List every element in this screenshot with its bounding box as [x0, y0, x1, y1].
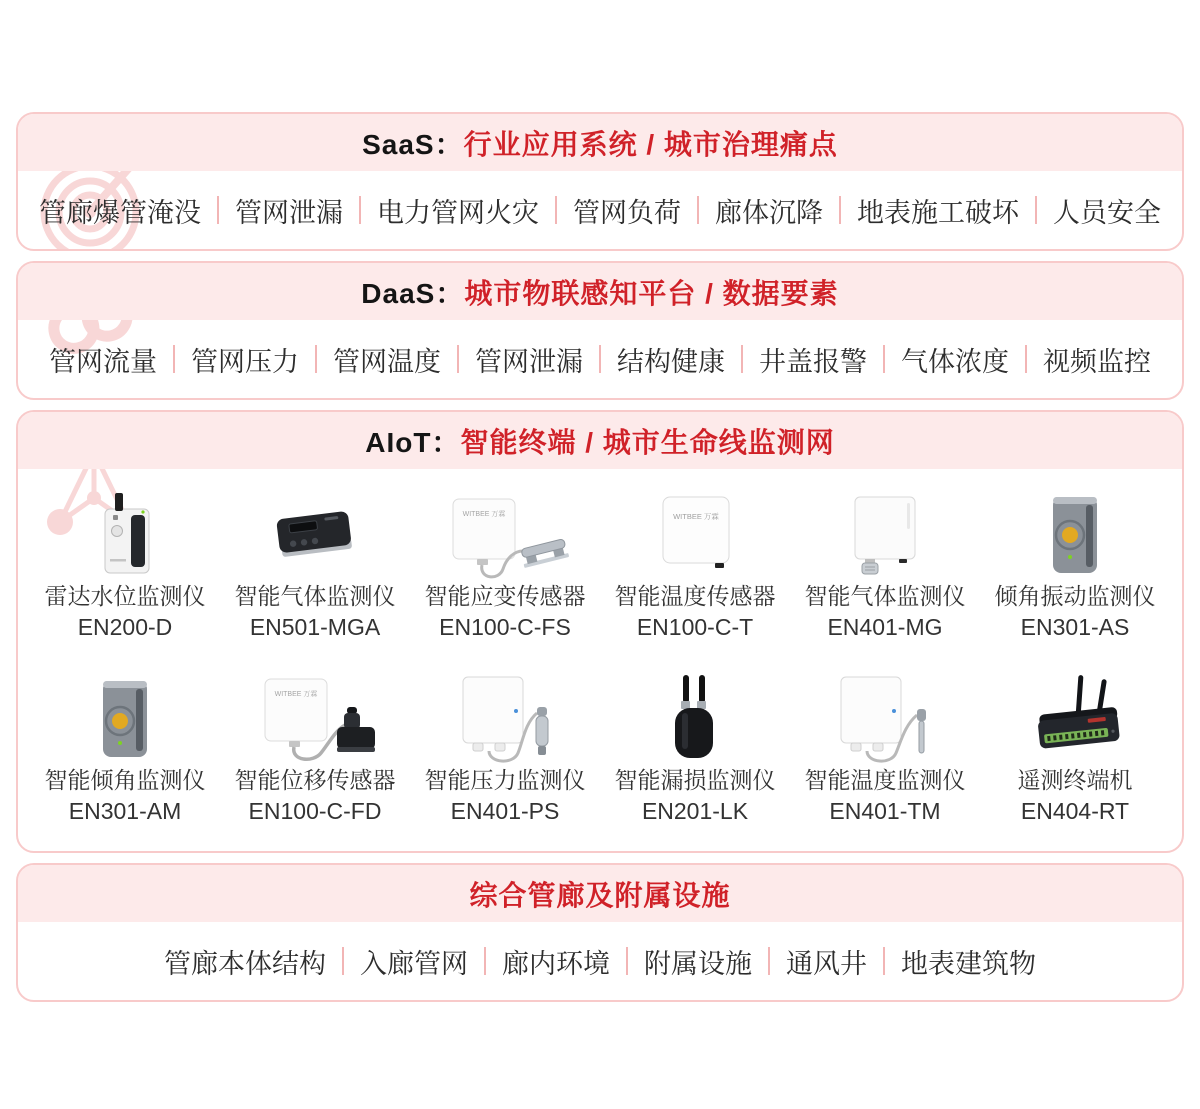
product-card: [30, 489, 220, 643]
product-model: EN401-MG: [827, 614, 943, 640]
item-divider: [555, 196, 557, 224]
saas-item: 管廊爆管淹没: [39, 197, 201, 228]
saas-item: 管网负荷: [573, 197, 681, 228]
product-name: 智能气体监测仪: [804, 583, 966, 609]
item-divider: [599, 345, 601, 373]
item-divider: [342, 947, 344, 975]
device-image-temperature-monitor: [799, 673, 971, 765]
brand-label: WITBEE 万霖: [274, 691, 318, 698]
brand-label: WITBEE 万霖: [673, 512, 719, 521]
gallery-item: 入廊管网: [360, 948, 468, 979]
aiot-title-text: 智能终端 / 城市生命线监测网: [460, 426, 835, 458]
product-card: [600, 489, 790, 643]
product-model: EN100-C-T: [636, 614, 754, 640]
item-divider: [173, 345, 175, 373]
product-name: 智能应变传感器: [424, 583, 586, 609]
aiot-title: [365, 421, 835, 461]
gallery-title-text: 综合管廊及附属设施: [469, 879, 731, 911]
product-card: [980, 673, 1170, 827]
product-name: 智能漏损监测仪: [614, 767, 776, 793]
product-model: EN100-C-FD: [248, 798, 382, 824]
device-image-displacement-sensor: [229, 673, 401, 765]
saas-header-band: [18, 114, 1182, 171]
daas-item: 结构健康: [617, 346, 725, 377]
device-image-strain-sensor: [419, 489, 591, 581]
product-name: 智能位移传感器: [234, 767, 396, 793]
product-name: 智能温度传感器: [614, 583, 776, 609]
gallery-item: 地表建筑物: [901, 948, 1036, 979]
item-divider: [359, 196, 361, 224]
gallery-header-band: [18, 865, 1182, 922]
saas-item: 电力管网火灾: [377, 197, 539, 228]
device-image-radar-water-level: [39, 489, 211, 581]
daas-item: 气体浓度: [901, 346, 1009, 377]
product-model: EN501-MGA: [249, 614, 381, 640]
device-image-pressure-monitor: [419, 673, 591, 765]
daas-item: 井盖报警: [759, 346, 867, 377]
product-model: EN301-AS: [1020, 614, 1130, 640]
device-image-tilt-monitor: [39, 673, 211, 765]
product-model: EN401-PS: [450, 798, 560, 824]
gallery-item: 通风井: [786, 948, 867, 979]
product-model: EN200-D: [77, 614, 173, 640]
item-divider: [697, 196, 699, 224]
daas-item: 管网温度: [333, 346, 441, 377]
daas-item: 管网流量: [49, 346, 157, 377]
device-image-leak-monitor: [609, 673, 781, 765]
item-divider: [741, 345, 743, 373]
device-image-telemetry-terminal: [989, 673, 1161, 765]
product-model: EN201-LK: [641, 798, 749, 824]
saas-title: [362, 123, 838, 163]
daas-item: 视频监控: [1043, 346, 1151, 377]
daas-header-band: [18, 263, 1182, 320]
product-name: 智能温度监测仪: [804, 767, 966, 793]
saas-item: 管网泄漏: [235, 197, 343, 228]
gallery-item: 管廊本体结构: [164, 948, 326, 979]
item-divider: [1035, 196, 1037, 224]
daas-title: [361, 272, 838, 312]
product-name: 智能压力监测仪: [424, 767, 586, 793]
item-divider: [626, 947, 628, 975]
product-model: EN100-C-FS: [439, 614, 571, 640]
section-saas-card: [16, 112, 1184, 251]
item-divider: [883, 947, 885, 975]
product-card: [220, 489, 410, 643]
section-aiot-card: [16, 410, 1184, 853]
product-card: [30, 673, 220, 827]
product-card: [410, 489, 600, 643]
infographic-stack: [16, 112, 1184, 1002]
saas-item-row: [18, 171, 1182, 249]
device-image-temperature-sensor: [609, 489, 781, 581]
device-image-gas-monitor-white: [799, 489, 971, 581]
item-divider: [315, 345, 317, 373]
daas-item: 管网压力: [191, 346, 299, 377]
section-daas-card: [16, 261, 1184, 400]
gallery-item: 廊内环境: [502, 948, 610, 979]
product-model: EN404-RT: [1020, 798, 1130, 824]
product-grid: [18, 469, 1182, 851]
product-card: [220, 673, 410, 827]
product-name: 雷达水位监测仪: [44, 583, 206, 609]
item-divider: [883, 345, 885, 373]
brand-label: WITBEE 万霖: [462, 511, 506, 518]
aiot-header-band: [18, 412, 1182, 469]
daas-item: 管网泄漏: [475, 346, 583, 377]
item-divider: [839, 196, 841, 224]
saas-item: 廊体沉降: [715, 197, 823, 228]
product-card: [980, 489, 1170, 643]
product-card: [600, 673, 790, 827]
gallery-item: 附属设施: [644, 948, 752, 979]
item-divider: [217, 196, 219, 224]
gallery-title: [469, 874, 730, 914]
device-image-gas-monitor-black: [229, 489, 401, 581]
item-divider: [484, 947, 486, 975]
product-card: [790, 489, 980, 643]
section-gallery-card: [16, 863, 1184, 1002]
saas-item: 人员安全: [1053, 197, 1161, 228]
item-divider: [1025, 345, 1027, 373]
saas-title-prefix: SaaS：: [362, 128, 464, 160]
product-name: 智能倾角监测仪: [44, 767, 206, 793]
product-card: [790, 673, 980, 827]
gallery-item-row: [18, 922, 1182, 1000]
saas-title-text: 行业应用系统 / 城市治理痛点: [463, 128, 838, 160]
item-divider: [768, 947, 770, 975]
product-model: EN401-TM: [829, 798, 941, 824]
daas-title-text: 城市物联感知平台 / 数据要素: [464, 277, 839, 309]
product-name: 倾角振动监测仪: [994, 583, 1156, 609]
daas-item-row: [18, 320, 1182, 398]
product-card: [410, 673, 600, 827]
saas-item: 地表施工破坏: [857, 197, 1019, 228]
product-name: 智能气体监测仪: [234, 583, 396, 609]
device-image-tilt-vibration-monitor: [989, 489, 1161, 581]
daas-title-prefix: DaaS：: [361, 277, 465, 309]
aiot-title-prefix: AIoT：: [365, 426, 461, 458]
product-name: 遥测终端机: [1017, 767, 1133, 793]
item-divider: [457, 345, 459, 373]
product-model: EN301-AM: [68, 798, 182, 824]
